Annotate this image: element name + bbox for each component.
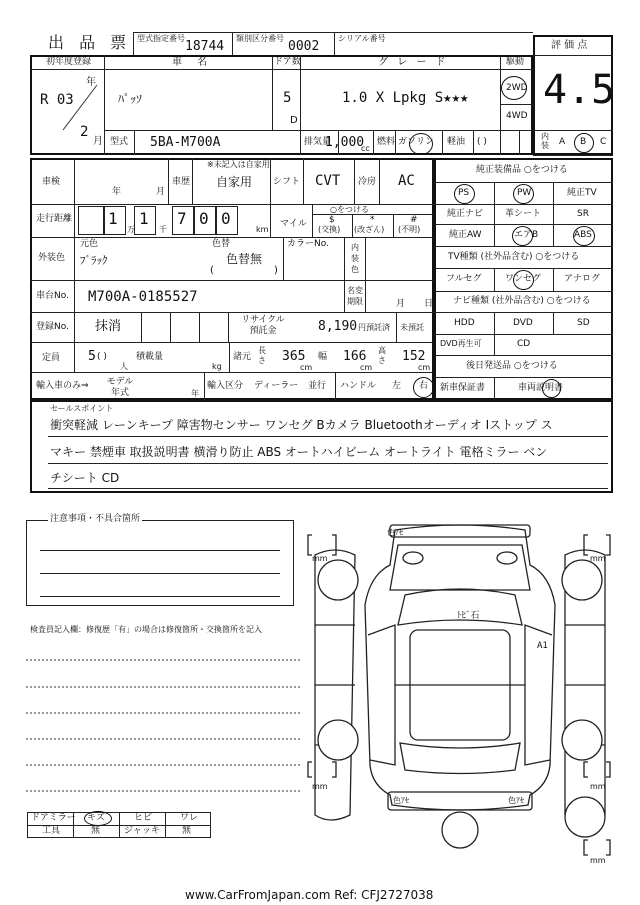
inspector-lines [26,650,302,800]
equip-abs: ABS [574,230,592,240]
orig-color-value: ﾌﾞﾗｯｸ [80,254,108,267]
caution-box [26,520,294,606]
model-value: 5BA-M700A [150,135,221,150]
circle-fuel [409,133,433,155]
equip-ps: PS [458,188,470,198]
recycle-value: 8,190 [318,319,358,334]
manual-label: 車両説明書 [518,383,564,393]
circle-airbag [512,226,533,246]
damage-rear-right: 色ｱｾ [508,796,524,805]
capacity-value: 5 [88,349,96,364]
color-change-value: 色替無 [226,252,263,266]
length-value: 365 [282,349,306,364]
form-title: 出 品 票 [48,33,132,52]
displacement-value: 1,000 [325,135,365,150]
score-label: 評 価 点 [551,40,588,51]
mirror-scratch: キズ [87,813,105,823]
sales-line-3: チシート CD [50,471,120,485]
equip-pw: PW [517,188,532,198]
class-no-label: 類別区分番号 [236,34,284,43]
tv-oneseg: ワンセグ [505,274,542,284]
shift-value: CVT [315,173,341,189]
diagonal-mark [60,80,100,135]
sales-line-2: マキー 禁煙車 取扱説明書 横滑り防止 ABS オートハイビーム オートライト 電格ミラー ベン [50,445,548,459]
equip-airbag: エアB [514,230,539,240]
mileage-digit-2: 1 [139,209,149,228]
inspector-label: 検査員記入欄：修復歴「有」の場合は修復箇所・交換箇所を記入 [30,625,262,634]
drive-4wd: 4WD [506,111,528,121]
first-reg-label: 初年度登録 [46,57,92,67]
interior-b: B [580,137,587,147]
mileage-digit-4: 0 [199,209,209,228]
score-value: 4.5 [543,67,616,113]
watermark: www.CarFromJapan.com Ref: CFJ2727038 [185,888,434,902]
chassis-value: M700A-0185527 [88,289,198,305]
grade-label: グ レ ー ド [378,57,449,68]
doors-value: 5 [283,90,292,106]
circle-ps [454,184,475,204]
name-value: ﾊﾟｯｿ [118,92,143,106]
reg-no-value: 抹消 [95,319,122,334]
height-value: 152 [402,349,426,364]
mileage-digit-1: 1 [108,209,118,228]
history-value: 自家用 [216,175,253,189]
damage-front: 色ｱｾ [387,528,403,537]
mileage-digit-3: 7 [177,209,187,228]
width-value: 166 [343,349,367,364]
cooling-value: AC [398,173,415,189]
circle-handle-right [413,377,434,398]
reg-month: 2 [80,124,89,140]
circle-2wd [501,76,527,100]
class-no-value: 0002 [288,39,320,54]
model-no-value: 18744 [185,39,225,54]
handle-right: 右 [419,381,429,391]
fuel-value: ガソリン [398,137,435,147]
damage-center: ﾄﾋﾞ石 [457,611,480,621]
damage-rear-left: 色ｱｾ [393,796,409,805]
model-no-label: 型式指定番号 [137,34,185,43]
circle-manual [542,379,561,398]
doors-label: ドア数 [274,57,301,67]
divider [133,32,533,33]
circle-interior-b [574,133,594,153]
reg-year: R 03 [40,92,74,108]
drive-2wd: 2WD [506,83,528,93]
circle-abs [573,226,595,246]
serial-label: シリアル番号 [338,34,386,43]
sales-line-1: 衝突軽減 レーンキープ 障害物センサー ワンセグ Bカメラ Bluetoothオーディオ Iストップ ス [50,418,553,432]
name-label: 車 名 [172,57,214,68]
circle-oneseg [513,270,534,290]
car-damage-diagram [300,515,620,870]
circle-mirror-scratch [84,811,112,826]
damage-side: A1 [537,641,548,651]
mileage-digit-5: 0 [221,209,231,228]
interior-label: 内装 [541,132,549,150]
grade-value: 1.0 X Lpkg S★★★ [342,90,469,106]
circle-pw [513,184,534,204]
